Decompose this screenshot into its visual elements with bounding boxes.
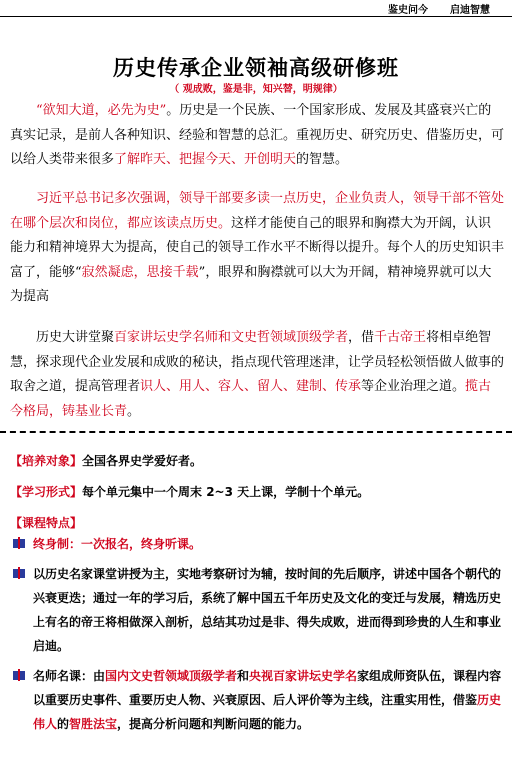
page-title: 历史传承企业领袖高级研修班 [113,55,399,80]
paragraph-text: 名师名课：由 [33,669,106,683]
page-subtitle: （ 观成败，鉴是非，知兴替，明规律） [169,84,343,95]
highlight-text: 识人、用人、容人、留人、建制、传承 [140,379,362,394]
paragraph-text: ，提高分析问题和判断问题的能力。 [117,717,310,731]
paragraph-text: 这样才能使自己的眼界和胸襟大为开阔，认识能力和精神境界大为提高，使自己的领导工作水平不断得以提升。每个人的历史知识丰富了，能够“ [10,215,505,280]
paragraph-text: 将相卓绝智慧，探求现代企业发展和成败的秘诀，指点现代管理迷津，让学员轻松领悟做人做事的取舍之道，提高管理者 [10,330,505,394]
lecture-paragraph [10,326,504,424]
paragraph-text: 的智慧。 [296,152,349,167]
feature-text: 终身制：一次报名，终身听课。 [33,537,202,551]
quote-text: “欲知大道，必先为史” [36,103,167,118]
paragraph-text: 家组成师资队伍，课程内容以重要历史事件、重要历史人物、兴衰原因、后人评价等为主线，注重实用性，借鉴 [33,669,502,707]
feature-text [33,664,508,736]
section-label: 【培养对象】 [10,454,83,468]
section-text: 每个单元集中一个周末 2~3 天上课，学制十个单元。 [82,485,370,499]
feature-item [8,532,508,556]
highlight-text: 百家讲坛史学名师和文史哲领域顶级学者 [114,330,349,345]
highlight-text: 历史伟人 [33,693,502,731]
header-bar [0,0,512,17]
paragraph-text: 。历史是一个民族、一个国家形成、发展及其盛衰兴亡的真实记录，是前人各种知识、经验和智慧的总汇。重视历史、研究历史、借鉴历史，可以给人类带来很多 [10,103,505,167]
feature-item [8,562,508,658]
book-icon [12,668,26,682]
paragraph-text: ，借 [348,330,375,345]
book-icon [12,536,26,550]
paragraph-text: 等企业治理之道。 [361,379,466,394]
header-left-text: 鉴史问今 [388,5,428,16]
paragraph-text: 和 [237,669,250,683]
highlight-text: 寂然凝虑，思接千载 [81,264,199,280]
section-label: 【学习形式】 [10,485,83,499]
section-label: 【课程特点】 [10,516,83,530]
leadership-paragraph [10,187,504,310]
intro-paragraph [10,99,504,173]
highlight-text: 了解昨天、把握今天、开创明天 [114,152,297,167]
paragraph-text: 。 [127,403,141,419]
feature-text: 以历史名家课堂讲授为主，实地考察研讨为辅，按时间的先后顺序，讲述中国各个朝代的兴衰更迭；通过一年的学习后，系统了解中国五千年历史及文化的变迁与发展，精选历史上有名的帝王将相做深入剖析，总结其功过是非、得失成败，进而得到珍贵的人生和事业启迪。 [33,567,502,653]
highlight-text: 国内文史哲领域顶级学者 [105,669,238,683]
highlight-text: 千古帝王 [374,330,427,345]
dashed-divider [0,431,512,433]
target-section [10,452,202,469]
highlight-text: 央视百家讲坛史学名 [249,669,358,683]
format-section [10,483,369,500]
highlight-text: 智胜法宝 [69,717,118,731]
feature-item [8,664,508,736]
paragraph-text: ”，眼界和胸襟就可以大为开阔，精神境界就可以大为提高 [10,264,492,304]
features-section [10,514,82,531]
highlight-text: 揽古今格局，铸基业长青 [10,379,492,419]
header-right-text: 启迪智慧 [450,5,490,16]
highlight-text: 习近平总书记多次强调，领导干部要多读一点历史，企业负责人，领导干部不管处在哪个层次和岗位，都应该读点历史。 [10,191,505,231]
paragraph-text: 的 [57,717,70,731]
section-text: 全国各界史学爱好者。 [82,454,203,468]
book-icon [12,566,26,580]
paragraph-text: 历史大讲堂聚 [36,330,115,345]
